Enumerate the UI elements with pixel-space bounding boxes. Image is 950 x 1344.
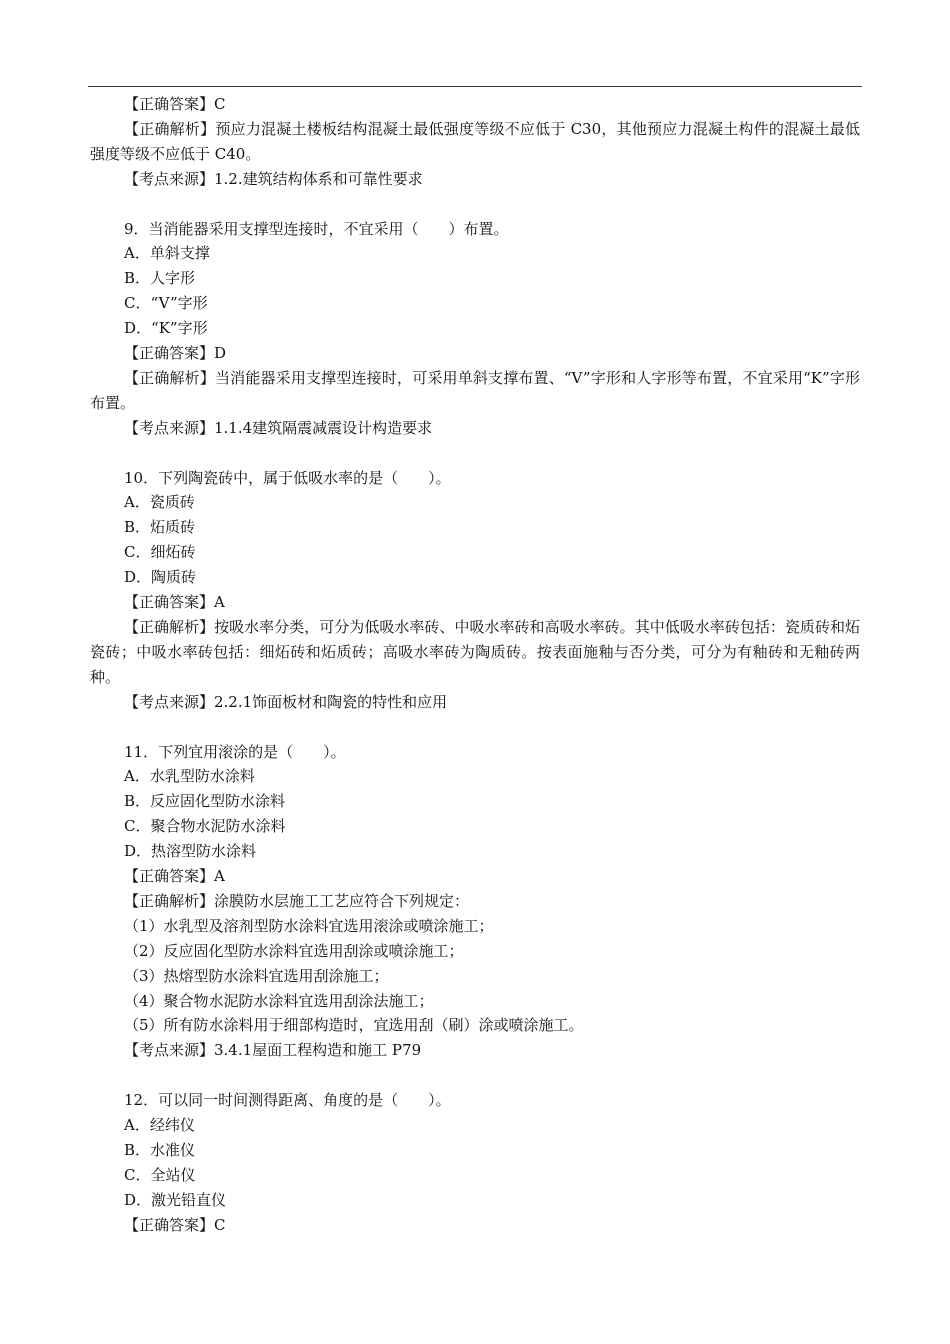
- q8-analysis: 【正确解析】预应力混凝土楼板结构混凝土最低强度等级不应低于 C30，其他预应力混凝土构件的混凝土最低强度等级不应低于 C40。: [90, 119, 860, 163]
- q9-option-d: D．“K”字形: [124, 319, 208, 338]
- q10-stem: 10．下列陶瓷砖中，属于低吸水率的是（ ）。: [124, 468, 451, 487]
- q12-option-d: D．激光铅直仪: [124, 1190, 227, 1209]
- header-rule: [88, 86, 862, 87]
- q9-answer: 【正确答案】D: [124, 344, 227, 363]
- q10-option-d: D．陶质砖: [124, 568, 197, 587]
- q12-answer: 【正确答案】C: [124, 1215, 226, 1234]
- q9-source: 【考点来源】1.1.4建筑隔震减震设计构造要求: [124, 418, 433, 437]
- q12-stem: 12．可以同一时间测得距离、角度的是（ ）。: [124, 1091, 451, 1110]
- q10-analysis: 【正确解析】按吸水率分类，可分为低吸水率砖、中吸水率砖和高吸水率砖。其中低吸水率砖包括：瓷质砖和炻瓷砖；中吸水率砖包括：细炻砖和炻质砖；高吸水率砖为陶质砖。按表面施釉与否分类，可分为有釉砖和无釉砖两种。: [90, 618, 860, 686]
- q12-option-c: C．全站仪: [124, 1165, 196, 1184]
- q8-source: 【考点来源】1.2.建筑结构体系和可靠性要求: [124, 169, 423, 188]
- q11-source: 【考点来源】3.4.1屋面工程构造和施工 P79: [124, 1041, 422, 1060]
- q9-option-c: C．“V”字形: [124, 294, 208, 313]
- q11-analysis-head: 【正确解析】涂膜防水层施工工艺应符合下列规定：: [124, 891, 470, 910]
- q11-option-d: D．热溶型防水涂料: [124, 842, 257, 861]
- q8-answer: 【正确答案】C: [124, 95, 226, 113]
- q10-option-c: C．细炻砖: [124, 543, 196, 562]
- q11-analysis-item: （5）所有防水涂料用于细部构造时，宜选用刮（刷）涂或喷涂施工。: [124, 1016, 584, 1035]
- q11-stem: 11．下列宜用滚涂的是（ ）。: [124, 742, 346, 761]
- q10-option-a: A．瓷质砖: [124, 493, 195, 512]
- q10-answer: 【正确答案】A: [124, 593, 225, 612]
- q9-option-a: A．单斜支撑: [124, 244, 210, 263]
- q11-analysis-item: （1）水乳型及溶剂型防水涂料宜选用滚涂或喷涂施工；: [124, 916, 494, 935]
- document-body: [90, 92, 860, 1238]
- q10-source: 【考点来源】2.2.1饰面板材和陶瓷的特性和应用: [124, 692, 448, 711]
- q11-analysis-item: （2）反应固化型防水涂料宜选用刮涂或喷涂施工；: [124, 941, 464, 960]
- q12-option-a: A．经纬仪: [124, 1116, 195, 1135]
- q11-option-c: C．聚合物水泥防水涂料: [124, 817, 286, 836]
- q10-option-b: B．炻质砖: [124, 518, 196, 537]
- q9-option-b: B．人字形: [124, 269, 196, 288]
- q11-option-a: A．水乳型防水涂料: [124, 767, 255, 786]
- q11-analysis-item: （3）热熔型防水涂料宜选用刮涂施工；: [124, 966, 389, 985]
- q9-analysis: 【正确解析】当消能器采用支撑型连接时，可采用单斜支撑布置、“V”字形和人字形等布置，不宜采用“K”字形布置。: [90, 368, 860, 412]
- q11-answer: 【正确答案】A: [124, 867, 225, 886]
- q11-analysis-item: （4）聚合物水泥防水涂料宜选用刮涂法施工；: [124, 991, 434, 1010]
- q12-option-b: B．水准仪: [124, 1141, 196, 1159]
- q11-option-b: B．反应固化型防水涂料: [124, 792, 286, 811]
- q9-stem: 9．当消能器采用支撑型连接时，不宜采用（ ）布置。: [124, 219, 509, 238]
